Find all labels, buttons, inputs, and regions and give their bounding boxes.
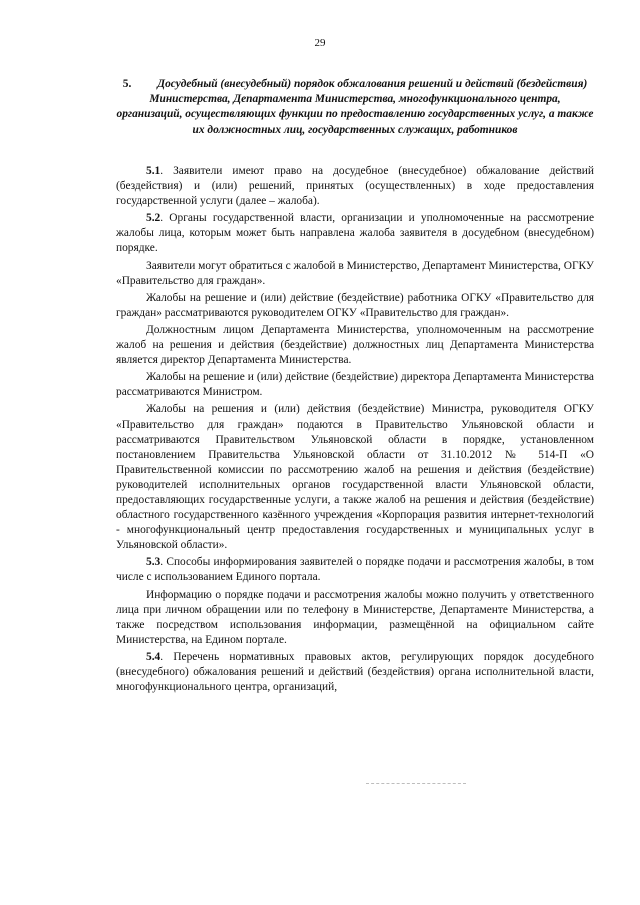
clause-number: 5.4 [146, 650, 161, 663]
paragraph: Информацию о порядке подачи и рассмотрения жалобы можно получить у ответственного лица при личном обращении или по телефону в Министерстве, Департаменте Министерства, а также посредством использования информации, размещённой на официальном сайте Министерства, на Едином портале. [116, 588, 594, 646]
paragraph: Должностным лицом Департамента Министерства, уполномоченным на рассмотрение жалоб на решения и действия (бездействие) должностных лиц Департамента Министерства является директор Департамента Министерства. [116, 323, 594, 367]
document-body [116, 164, 594, 697]
paragraph: 5.4. Перечень нормативных правовых актов, регулирующих порядок досудебного (внесудебного) обжалования решений и действий (бездействия) органа исполнительной власти, многофункционального центра, организаций, [116, 650, 594, 694]
clause-number: 5.2 [146, 212, 161, 225]
clause-number: 5.3 [146, 556, 161, 569]
paragraph: Жалобы на решение и (или) действие (бездействие) директора Департамента Министерства рассматриваются Министром. [116, 371, 594, 399]
paragraph: 5.2. Органы государственной власти, организации и уполномоченные на рассмотрение жалобы лица, которым может быть направлена жалоба заявителя в досудебном (внесудебном) порядке. [116, 212, 594, 255]
section-title [116, 77, 594, 138]
paragraph: Жалобы на решения и (или) действия (бездействие) Министра, руководителя ОГКУ «Правительство для граждан» подаются в Правительство Ульяновской области и рассматриваются Правительством Ульяновской области в порядке, установленном постановлением Правительства Ульяновской области от 31.10.2012 № 514-П «О Правительственной комиссии по рассмотрению жалоб на решения и действия (бездействие) руководителей исполнительных органов государственной власти Ульяновской области, предоставляющих государственные услуги, а также жалоб на решения и действия (бездействие) областного государственного казённого учреждения «Корпорация развития интернет-технологий - многофункциональный центр предоставления государственных и муниципальных услуг в Ульяновской области». [116, 403, 594, 552]
page-number: 29 [314, 37, 326, 49]
paragraph: 5.3. Способы информирования заявителей о порядке подачи и рассмотрения жалобы, в том числе с использованием Единого портала. [116, 556, 594, 584]
clause-number: 5.1 [146, 165, 161, 177]
paragraph: 5.1. Заявители имеют право на досудебное (внесудебное) обжалование действий (бездействия) и (или) решений, принятых (осуществленных) в ходе предоставления государственной услуги (далее – жалоба). [116, 165, 594, 208]
paragraph: Жалобы на решение и (или) действие (бездействие) работника ОГКУ «Правительство для граждан» рассматриваются руководителем ОГКУ «Правительство для граждан». [116, 291, 594, 319]
section-title-text: Досудебный (внесудебный) порядок обжалования решений и действий (бездействия) Министерства, Департамента Министерства, многофункционального центра, организаций, осуществляющих функции по предоставлению государственных услуг, а также их должностных лиц, государственных служащих, работников [116, 78, 594, 136]
paragraph: Заявители могут обратиться с жалобой в Министерство, Департамент Министерства, ОГКУ «Правительство для граждан». [116, 259, 594, 287]
scan-artifact-line [366, 783, 466, 785]
section-number: 5. [122, 78, 132, 90]
